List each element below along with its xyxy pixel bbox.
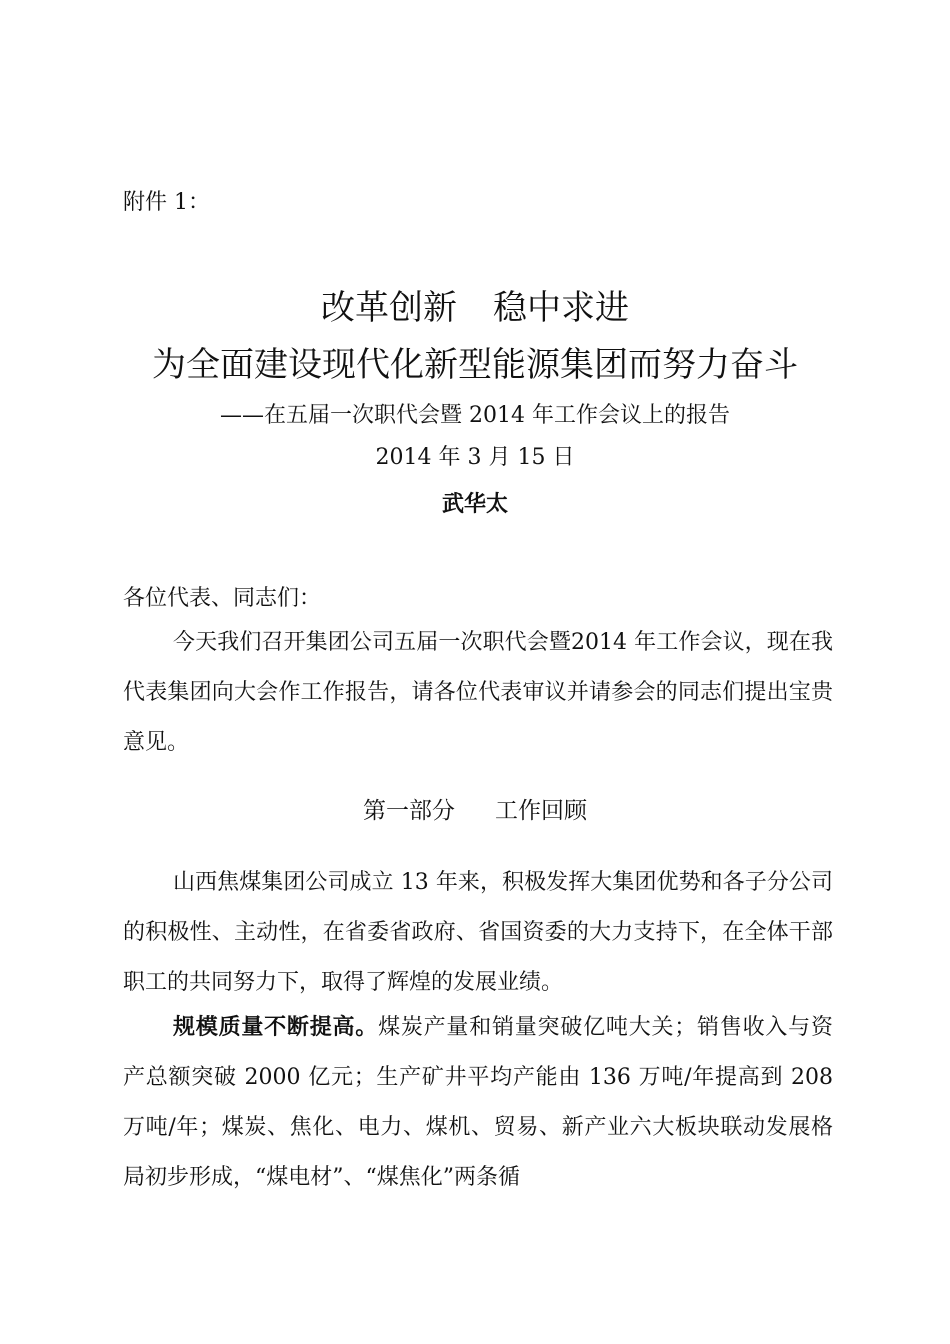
main-title-line2: 为全面建设现代化新型能源集团而努力奋斗	[152, 345, 798, 385]
main-title-part1: 改革创新	[321, 288, 457, 328]
salutation: 各位代表、同志们：	[123, 586, 322, 611]
scale-quality-paragraph	[123, 1003, 833, 1203]
review-paragraph: 山西焦煤集团公司成立 13 年来，积极发挥大集团优势和各子分公司的积极性、主动性，在省委省政府、省国资委的大力支持下，在全体干部职工的共同努力下，取得了辉煌的发展业绩。	[123, 870, 833, 995]
main-title-line1	[0, 280, 950, 329]
paragraph-lead-bold: 规模质量不断提高。	[173, 1015, 379, 1040]
author-name: 武华太	[441, 491, 508, 517]
section-heading	[0, 792, 950, 825]
section-heading-part1: 第一部分	[363, 798, 455, 824]
report-date: 2014 年 3 月 15 日	[375, 445, 575, 470]
main-title-part2: 稳中求进	[493, 288, 629, 328]
paragraph-body: 煤炭产量和销量突破亿吨大关；销售收入与资产总额突破 2000 亿元；生产矿井平均产能由 136 万吨/年提高到 208 万吨/年；煤炭、焦化、电力、煤机、贸易、新产业六大板块联动发展格局初步形成，“煤电材”、“煤焦化”两条循	[123, 1015, 833, 1190]
subtitle: ——在五届一次职代会暨 2014 年工作会议上的报告	[220, 403, 730, 428]
intro-paragraph: 今天我们召开集团公司五届一次职代会暨2014 年工作会议，现在我代表集团向大会作工作报告，请各位代表审议并请参会的同志们提出宝贵意见。	[123, 630, 833, 755]
section-heading-part2: 工作回顾	[495, 798, 587, 824]
attachment-label: 附件 1：	[123, 190, 210, 215]
